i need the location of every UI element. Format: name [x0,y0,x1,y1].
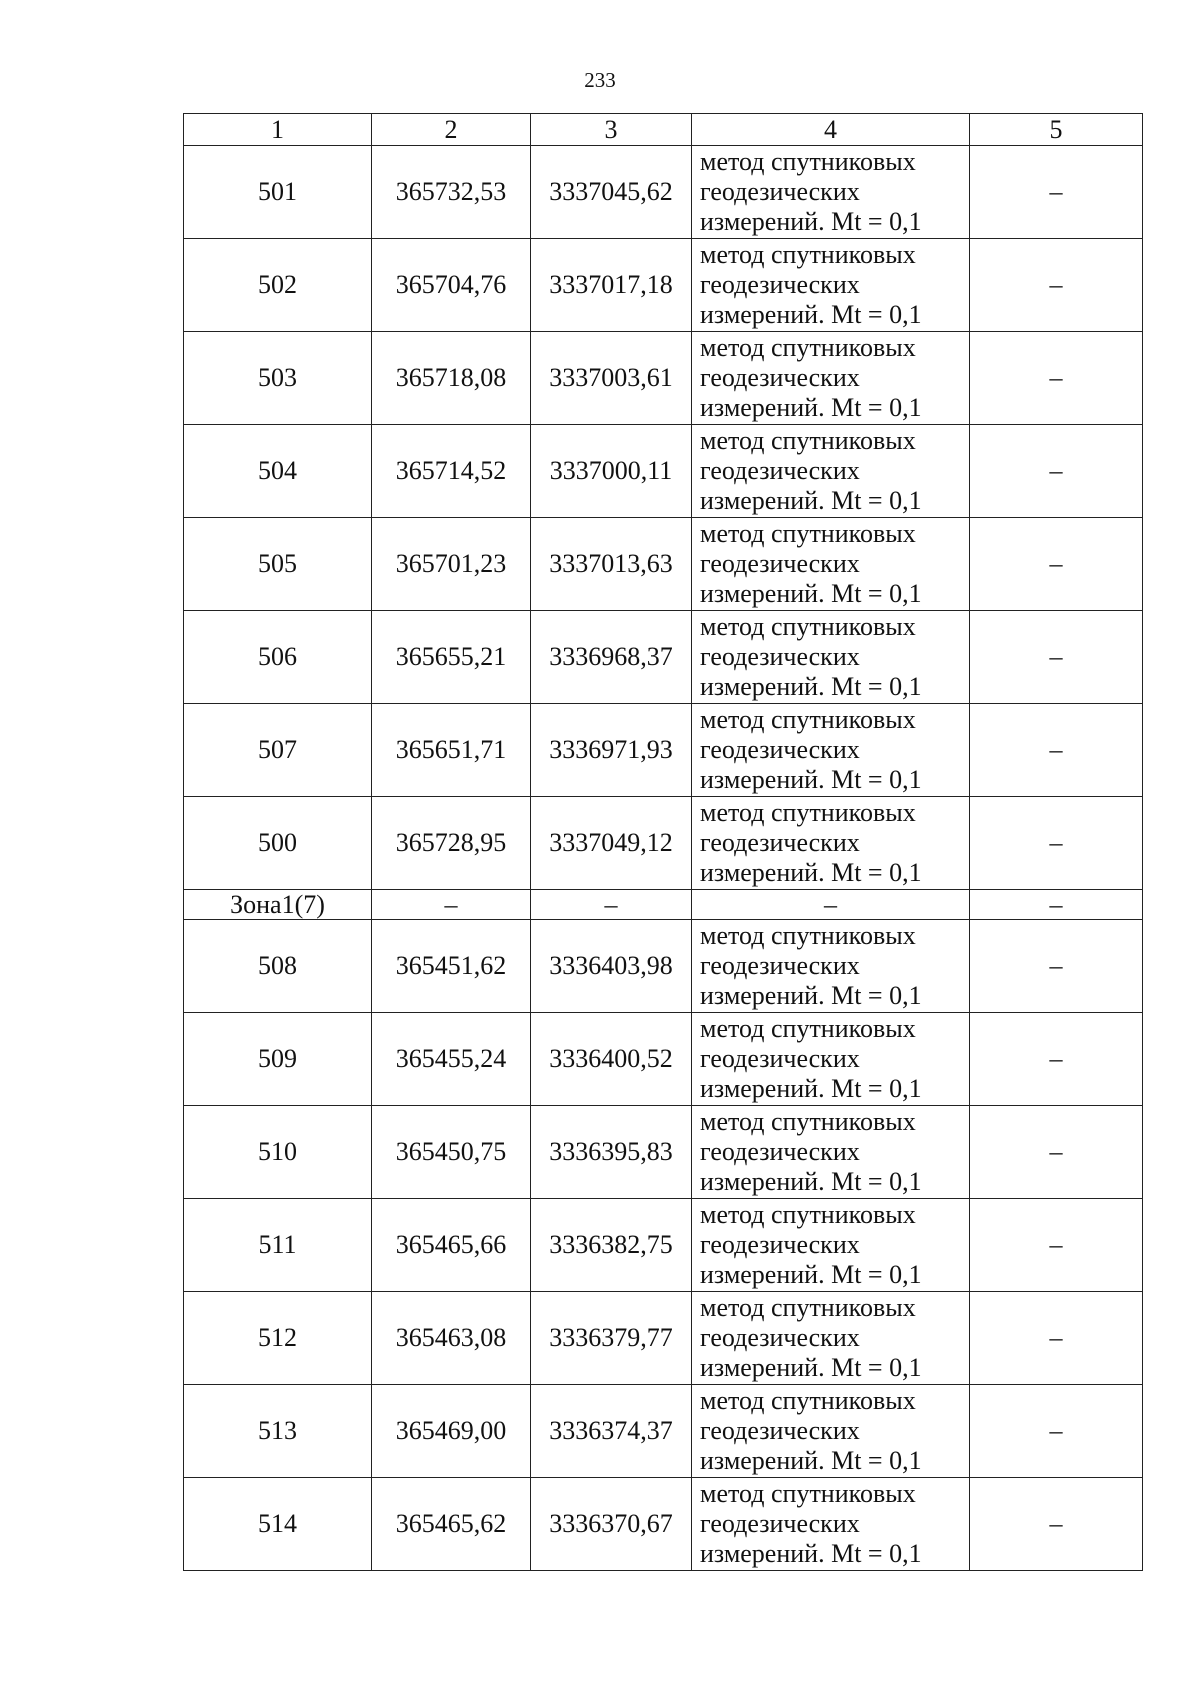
table-row [184,611,1143,704]
method-cell [692,1292,970,1385]
column-5-cell: – [970,1478,1143,1571]
method-text-line: метод спутниковых [700,240,916,269]
header-row [184,114,1143,146]
point-id-cell: 507 [184,704,372,797]
method-text-line: измерений. Mt = 0,1 [700,981,922,1010]
method-cell [692,1199,970,1292]
y-coordinate-cell: 3336971,93 [531,704,692,797]
method-text-line: измерений. Mt = 0,1 [700,486,922,515]
method-cell [692,239,970,332]
y-coordinate-cell: 3337017,18 [531,239,692,332]
table-row [184,1199,1143,1292]
method-cell [692,146,970,239]
header-col-5: 5 [970,114,1143,146]
method-cell [692,425,970,518]
method-cell [692,797,970,890]
method-text-line: геодезических [700,828,860,857]
method-text-line: метод спутниковых [700,1479,916,1508]
x-coordinate-cell: 365469,00 [372,1385,531,1478]
method-text-line: геодезических [700,363,860,392]
method-text-line: метод спутниковых [700,147,916,176]
column-5-cell: – [970,239,1143,332]
method-text-line: метод спутниковых [700,333,916,362]
method-cell [692,1478,970,1571]
method-text-line: геодезических [700,642,860,671]
method-text-line: измерений. Mt = 0,1 [700,1074,922,1103]
point-id-cell: 508 [184,920,372,1013]
point-id-cell: 504 [184,425,372,518]
y-coordinate-cell: 3337045,62 [531,146,692,239]
x-coordinate-cell: – [372,890,531,920]
page-number: 233 [584,68,616,92]
method-text-line: метод спутниковых [700,1107,916,1136]
method-cell [692,1385,970,1478]
x-coordinate-cell: 365451,62 [372,920,531,1013]
column-5-cell: – [970,146,1143,239]
method-text-line: геодезических [700,951,860,980]
column-5-cell: – [970,1199,1143,1292]
table-row [184,1106,1143,1199]
column-5-cell: – [970,425,1143,518]
x-coordinate-cell: 365732,53 [372,146,531,239]
y-coordinate-cell: 3336968,37 [531,611,692,704]
column-5-cell: – [970,1106,1143,1199]
column-5-cell: – [970,1292,1143,1385]
method-text-line: геодезических [700,1509,860,1538]
table-header [184,114,1143,146]
table-body [184,146,1143,1571]
point-id-cell: 514 [184,1478,372,1571]
method-text-line: измерений. Mt = 0,1 [700,300,922,329]
table-row [184,518,1143,611]
method-text-line: измерений. Mt = 0,1 [700,1167,922,1196]
x-coordinate-cell: 365465,62 [372,1478,531,1571]
point-id-cell: 513 [184,1385,372,1478]
method-cell [692,920,970,1013]
y-coordinate-cell: 3336395,83 [531,1106,692,1199]
zone-row [184,890,1143,920]
point-id-cell: 505 [184,518,372,611]
point-id-cell: 512 [184,1292,372,1385]
x-coordinate-cell: 365718,08 [372,332,531,425]
method-text-line: геодезических [700,177,860,206]
point-id-cell: 501 [184,146,372,239]
y-coordinate-cell: 3337049,12 [531,797,692,890]
method-text-line: измерений. Mt = 0,1 [700,1353,922,1382]
point-id-cell: 511 [184,1199,372,1292]
column-5-cell: – [970,890,1143,920]
method-cell [692,518,970,611]
table-row [184,239,1143,332]
y-coordinate-cell: 3336374,37 [531,1385,692,1478]
table-row [184,797,1143,890]
method-text-line: геодезических [700,1044,860,1073]
table-row [184,1292,1143,1385]
point-id-cell: 510 [184,1106,372,1199]
table-row [184,1013,1143,1106]
method-text-line: измерений. Mt = 0,1 [700,858,922,887]
method-text-line: метод спутниковых [700,1014,916,1043]
point-id-cell: 503 [184,332,372,425]
header-col-3: 3 [531,114,692,146]
method-text-line: измерений. Mt = 0,1 [700,207,922,236]
y-coordinate-cell: 3336382,75 [531,1199,692,1292]
method-text-line: геодезических [700,456,860,485]
method-text-line: геодезических [700,270,860,299]
method-text-line: измерений. Mt = 0,1 [700,1446,922,1475]
method-text-line: измерений. Mt = 0,1 [700,579,922,608]
x-coordinate-cell: 365655,21 [372,611,531,704]
y-coordinate-cell: 3336379,77 [531,1292,692,1385]
method-cell [692,611,970,704]
x-coordinate-cell: 365455,24 [372,1013,531,1106]
column-5-cell: – [970,1013,1143,1106]
method-cell [692,332,970,425]
column-5-cell: – [970,704,1143,797]
method-text-line: измерений. Mt = 0,1 [700,765,922,794]
method-cell [692,704,970,797]
method-text-line: измерений. Mt = 0,1 [700,393,922,422]
y-coordinate-cell: – [531,890,692,920]
method-text-line: геодезических [700,1230,860,1259]
coordinates-table [183,113,1143,1571]
y-coordinate-cell: 3336403,98 [531,920,692,1013]
method-text-line: геодезических [700,735,860,764]
table-row [184,146,1143,239]
method-text-line: геодезических [700,1416,860,1445]
y-coordinate-cell: 3337000,11 [531,425,692,518]
method-text-line: метод спутниковых [700,1386,916,1415]
x-coordinate-cell: 365701,23 [372,518,531,611]
point-id-cell: 506 [184,611,372,704]
column-5-cell: – [970,332,1143,425]
point-id-cell: 509 [184,1013,372,1106]
point-id-cell: 502 [184,239,372,332]
table-row [184,1385,1143,1478]
header-col-4: 4 [692,114,970,146]
column-5-cell: – [970,1385,1143,1478]
y-coordinate-cell: 3336400,52 [531,1013,692,1106]
method-text-line: метод спутниковых [700,426,916,455]
method-cell [692,1106,970,1199]
method-cell [692,1013,970,1106]
method-text-line: геодезических [700,1323,860,1352]
table-row [184,704,1143,797]
method-text-line: метод спутниковых [700,921,916,950]
table-row [184,1478,1143,1571]
method-text-line: геодезических [700,1137,860,1166]
x-coordinate-cell: 365728,95 [372,797,531,890]
point-id-cell: 500 [184,797,372,890]
table-row [184,425,1143,518]
method-text-line: метод спутниковых [700,798,916,827]
x-coordinate-cell: 365450,75 [372,1106,531,1199]
method-text-line: метод спутниковых [700,612,916,641]
method-text-line: метод спутниковых [700,1293,916,1322]
x-coordinate-cell: 365465,66 [372,1199,531,1292]
method-text-line: метод спутниковых [700,705,916,734]
column-5-cell: – [970,920,1143,1013]
header-col-1: 1 [184,114,372,146]
y-coordinate-cell: 3337003,61 [531,332,692,425]
x-coordinate-cell: 365704,76 [372,239,531,332]
column-5-cell: – [970,797,1143,890]
method-text-line: измерений. Mt = 0,1 [700,672,922,701]
y-coordinate-cell: 3336370,67 [531,1478,692,1571]
point-id-cell: Зона1(7) [184,890,372,920]
method-text-line: геодезических [700,549,860,578]
y-coordinate-cell: 3337013,63 [531,518,692,611]
method-text-line: метод спутниковых [700,519,916,548]
header-col-2: 2 [372,114,531,146]
method-text-line: измерений. Mt = 0,1 [700,1539,922,1568]
x-coordinate-cell: 365714,52 [372,425,531,518]
x-coordinate-cell: 365651,71 [372,704,531,797]
column-5-cell: – [970,518,1143,611]
column-5-cell: – [970,611,1143,704]
method-text-line: измерений. Mt = 0,1 [700,1260,922,1289]
method-text-line: метод спутниковых [700,1200,916,1229]
table-row [184,920,1143,1013]
table-row [184,332,1143,425]
method-cell: – [692,890,970,920]
x-coordinate-cell: 365463,08 [372,1292,531,1385]
